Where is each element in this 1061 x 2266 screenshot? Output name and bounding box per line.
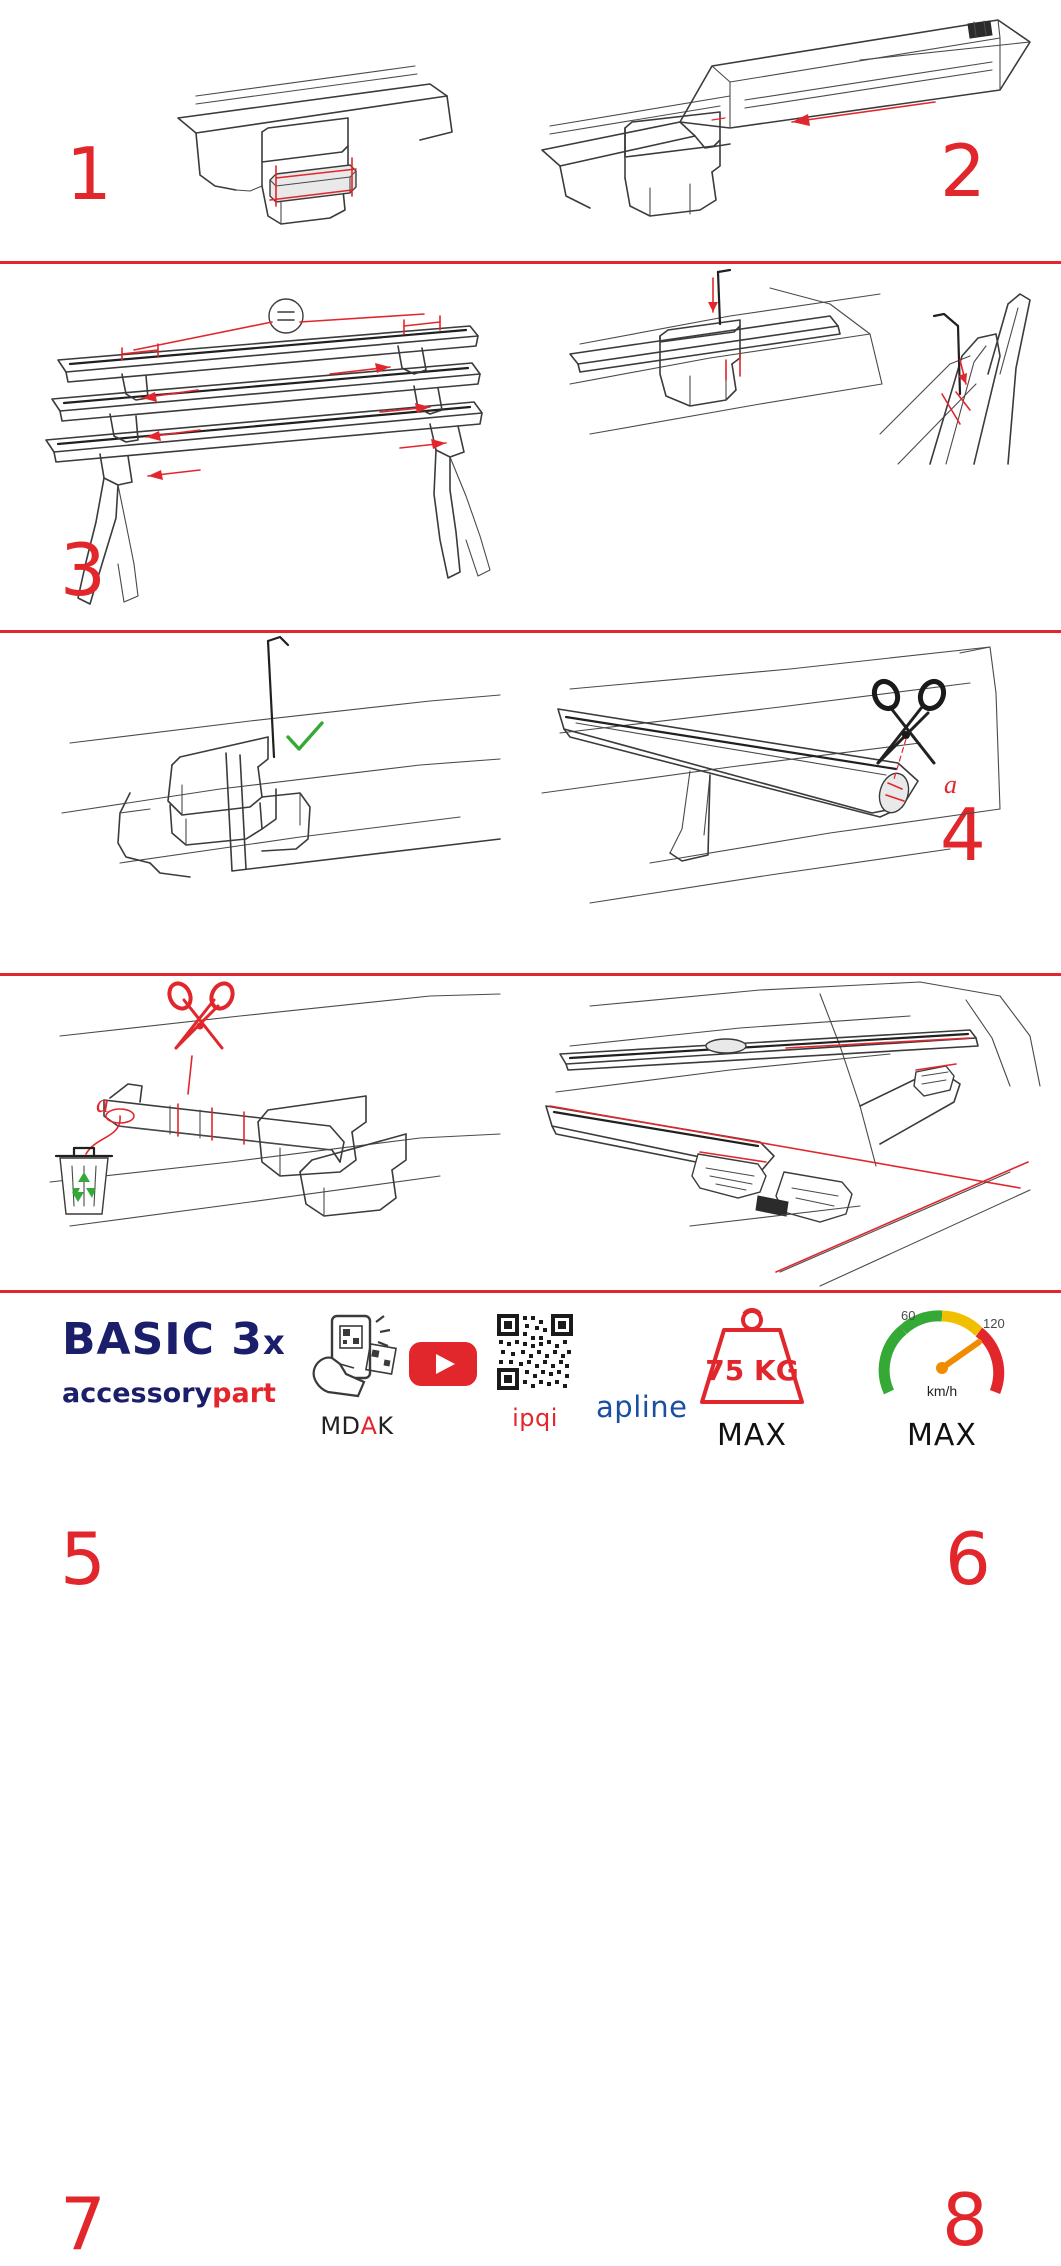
panel-step-3 [0, 264, 530, 630]
brand-title [62, 1314, 292, 1365]
step-number-4: 4 [940, 793, 985, 877]
brand-title-text: BASIC 3 [62, 1314, 263, 1365]
arrow-left-bar3 [148, 470, 200, 480]
speed-tick-60: 60 [901, 1308, 916, 1323]
brand-name [62, 1380, 292, 1407]
panel-step-2 [530, 0, 1061, 261]
brand-name-prefix: accessory [62, 1378, 213, 1409]
max-weight-block [662, 1302, 842, 1453]
illustration-step-6 [530, 633, 1061, 973]
step-number-5: 5 [60, 1517, 105, 1601]
illustration-step-7 [0, 976, 530, 1290]
mdak-caption-b: A [360, 1412, 378, 1440]
panel-step-4 [530, 264, 1061, 877]
step-number-7: 7 [60, 2182, 105, 2266]
mdak-caption-a: MD [320, 1412, 361, 1440]
apline-caption-a: ap [596, 1390, 634, 1424]
step-number-3: 3 [60, 528, 105, 612]
illustration-step-4 [530, 264, 1061, 630]
hand-phone-qr-icon [302, 1312, 412, 1400]
footer [0, 1290, 1061, 1500]
weight-value: 75 KG [705, 1354, 799, 1387]
speed-unit: km/h [926, 1383, 958, 1399]
logo-ipqi-caption: ipqi [512, 1404, 558, 1432]
max-speed-block [852, 1300, 1032, 1453]
logo-ipqi[interactable] [470, 1312, 600, 1432]
youtube-icon [407, 1338, 479, 1390]
label-a-step6: a [944, 770, 957, 799]
step-number-6: 6 [945, 1517, 990, 1601]
brand-name-suffix: part [212, 1378, 276, 1409]
recycle-bin-icon [56, 1148, 112, 1214]
panel-step-1 [0, 0, 530, 261]
illustration-step-8 [530, 976, 1061, 1290]
speed-tick-120: 120 [983, 1316, 1005, 1331]
apline-caption-b: line [633, 1390, 688, 1424]
illustration-step-1 [0, 0, 530, 261]
step-number-8: 8 [942, 2178, 987, 2262]
step-number-2: 2 [940, 129, 985, 213]
max-speed-caption: MAX [907, 1418, 977, 1453]
scissors-icon-step7 [165, 980, 236, 1048]
arrow-right-bar3 [400, 439, 446, 449]
label-a-step7: a [96, 1089, 109, 1118]
max-weight-caption: MAX [717, 1418, 787, 1453]
step-number-1: 1 [66, 132, 111, 216]
illustration-step-5 [0, 633, 530, 973]
mdak-caption-c: K [377, 1412, 394, 1440]
weight-icon [682, 1302, 822, 1412]
brand-title-suffix: x [262, 1323, 286, 1363]
logo-mdak-caption [292, 1412, 422, 1440]
arrow-left-icon [792, 102, 935, 126]
brand-block [62, 1314, 292, 1409]
speedometer-icon [867, 1300, 1017, 1412]
qr-code-icon [495, 1312, 575, 1392]
